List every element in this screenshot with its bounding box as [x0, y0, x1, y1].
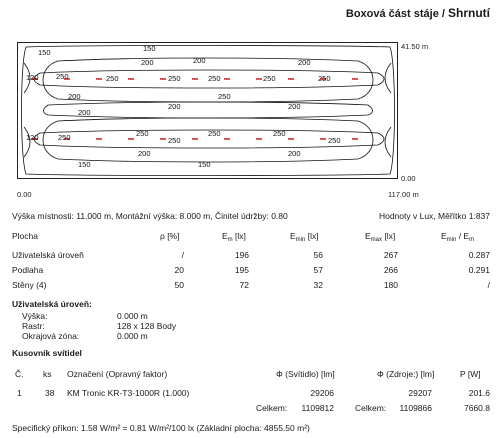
cell-area: Podlaha [12, 265, 44, 275]
iso-200-b: 200 [298, 58, 311, 67]
user-level-label: Rastr: [22, 321, 45, 331]
cell-ratio: 0.291 [468, 265, 490, 275]
user-level-value: 128 x 128 Body [117, 321, 177, 331]
cell-no: 1 [17, 388, 22, 398]
iso-250-h: 250 [136, 129, 149, 138]
total-power: 7660.8 [464, 403, 490, 413]
table-row [0, 250, 500, 262]
iso-250-i: 250 [208, 129, 221, 138]
cell-flux-lum: 29206 [310, 388, 334, 398]
cell-power: 201.6 [468, 388, 490, 398]
title-main: Boxová část stáje / [345, 8, 448, 20]
iso-200-h: 200 [288, 149, 301, 158]
luminaires-heading: Kusovník svítidel [12, 348, 82, 358]
iso-250-g: 250 [58, 133, 71, 142]
units-info: Hodnoty v Lux, Měřítko 1:837 [378, 211, 490, 221]
cell-count: 38 [45, 388, 55, 398]
title-sub: Shrnutí [448, 6, 490, 20]
cell-emax: 180 [383, 280, 398, 290]
iso-150-c: 150 [198, 160, 211, 169]
cell-emin: 32 [313, 280, 323, 290]
cell-emin: 57 [313, 265, 323, 275]
col-flux-src: Φ (Zdroje:) [lm] [377, 369, 435, 379]
col-count: ks [43, 369, 52, 379]
table-header [0, 231, 500, 243]
col-rho: ρ [%] [160, 231, 180, 241]
table-row [0, 265, 500, 277]
plan-origin-right: 0.00 [401, 174, 416, 183]
cell-emax: 267 [383, 250, 398, 260]
luminaires-header [0, 369, 500, 381]
iso-250-f: 250 [318, 74, 331, 83]
col-ratio: $E_{min} / E_m$ [441, 231, 475, 243]
col-no: Č. [15, 369, 24, 379]
table-row [0, 280, 500, 292]
iso-250-d: 250 [208, 74, 221, 83]
cell-rho: 20 [174, 265, 184, 275]
total-flux-src: 1109866 [399, 403, 432, 413]
room-info: Výška místnosti: 11.000 m, Montážní výška: 8.000 m, Činitel údržby: 0.80 [12, 211, 288, 221]
cell-area: Uživatelská úroveň [12, 250, 84, 260]
iso-250-a: 250 [56, 72, 69, 81]
isoline-svg [18, 43, 397, 178]
cell-rho: 50 [174, 280, 184, 290]
total-label: Celkem: [355, 403, 387, 413]
user-level-value: 0.000 m [117, 331, 148, 341]
iso-250-e: 250 [263, 74, 276, 83]
iso-200-j: 250 [218, 92, 231, 101]
iso-250-l: 250 [328, 136, 341, 145]
iso-250-k: 250 [168, 136, 181, 145]
plan-height-label: 41.50 m [401, 42, 429, 51]
luminaire-row [0, 388, 500, 400]
page-title [346, 6, 490, 20]
iso-200-c: 200 [68, 92, 81, 101]
cell-rho: / [181, 250, 184, 260]
plan-origin-left: 0.00 [17, 190, 32, 199]
cell-flux-src: 29207 [408, 388, 432, 398]
iso-250-j: 250 [273, 129, 286, 138]
iso-150-a: 150 [38, 48, 51, 57]
user-level-value: 0.000 m [117, 311, 148, 321]
cell-em: 72 [239, 280, 249, 290]
cell-em: 196 [234, 250, 249, 260]
user-level-label: Okrajová zóna: [22, 331, 80, 341]
iso-150-b: 150 [78, 160, 91, 169]
iso-200-g: 200 [138, 149, 151, 158]
cell-ratio: 0.287 [468, 250, 490, 260]
user-level-heading: Uživatelská úroveň: [12, 299, 92, 309]
cell-ratio: / [487, 280, 490, 290]
col-flux-lum: Φ (Svítidlo) [lm] [276, 369, 335, 379]
total-label: Celkem: [256, 403, 288, 413]
total-flux-lum: 1109812 [301, 403, 334, 413]
cell-emin: 56 [313, 250, 323, 260]
iso-200-a: 200 [141, 58, 154, 67]
luminaire-totals [0, 403, 500, 415]
col-name: Označení (Opravný faktor) [67, 369, 168, 379]
iso-250-b: 250 [106, 74, 119, 83]
col-area: Plocha [12, 231, 38, 241]
iso-250-c: 250 [168, 74, 181, 83]
isoline-plan [17, 42, 398, 179]
iso-120-a: 120 [26, 73, 39, 82]
iso-200-e: 200 [288, 102, 301, 111]
col-emin: $E_{min}$ [lx] [290, 231, 319, 243]
iso-120-b: 120 [26, 133, 39, 142]
cell-name: KM Tronic KR-T3-1000R (1.000) [67, 388, 190, 398]
col-em: $E_m$ [lx] [222, 231, 246, 243]
iso-200-i: 200 [193, 56, 206, 65]
user-level-label: Výška: [22, 311, 48, 321]
cell-em: 195 [234, 265, 249, 275]
col-power: P [W] [460, 369, 481, 379]
specific-power: Specifický příkon: 1.58 W/m² = 0.81 W/m²/100 lx (Základní plocha: 4855.50 m²) [12, 423, 310, 433]
iso-200-f: 200 [78, 108, 91, 117]
iso-150-top: 150 [143, 44, 156, 53]
iso-200-d: 200 [168, 102, 181, 111]
cell-area: Stěny (4) [12, 280, 47, 290]
col-emax: $E_{max}$ [lx] [365, 231, 396, 243]
plan-width-label: 117.00 m [388, 190, 419, 199]
cell-emax: 266 [383, 265, 398, 275]
